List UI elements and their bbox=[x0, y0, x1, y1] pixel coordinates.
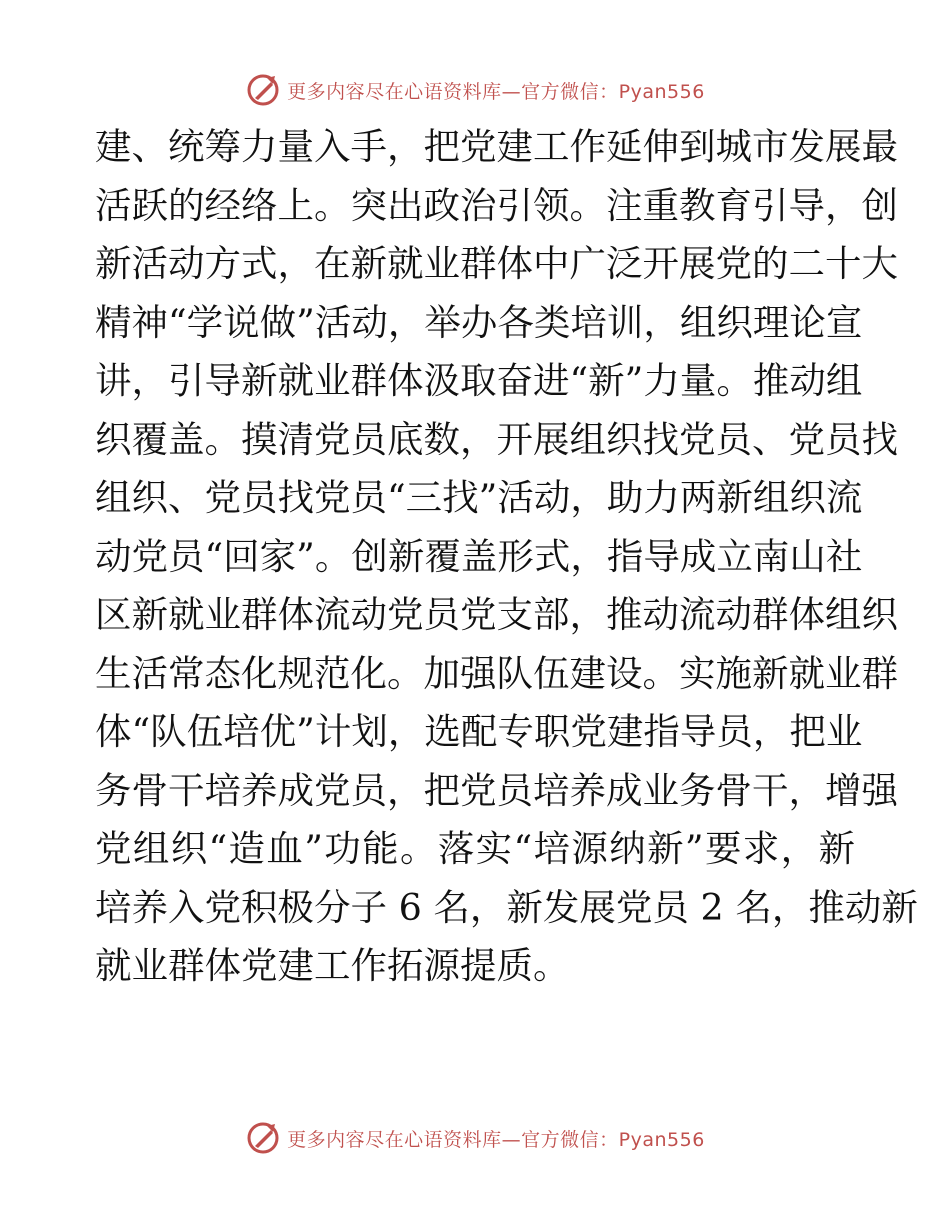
quill-circle-icon bbox=[245, 72, 281, 108]
text-line: 讲，引导新就业群体汲取奋进“新”力量。推动组 bbox=[95, 359, 863, 402]
text-line: 就业群体党建工作拓源提质。 bbox=[95, 944, 570, 987]
text-line: 生活常态化规范化。加强队伍建设。实施新就业群 bbox=[95, 651, 898, 695]
quill-circle-icon bbox=[245, 1120, 281, 1156]
text-line: 组织、党员找党员“三找”活动，助力两新组织流 bbox=[95, 476, 863, 519]
text-line: 培养入党积极分子 6 名，新发展党员 2 名，推动新 bbox=[95, 885, 918, 929]
document-body bbox=[95, 118, 918, 996]
footer-banner-text: 更多内容尽在心语资料库—官方微信：Pyan556 bbox=[287, 1128, 705, 1151]
text-line: 党组织“造血”功能。落实“培源纳新”要求，新 bbox=[95, 827, 855, 870]
footer-banner bbox=[0, 1118, 950, 1158]
text-line: 新活动方式，在新就业群体中广泛开展党的二十大 bbox=[95, 242, 898, 285]
text-line: 区新就业群体流动党员党支部，推动流动群体组织 bbox=[95, 593, 898, 636]
text-line: 精神“学说做”活动，举办各类培训，组织理论宣 bbox=[95, 300, 863, 344]
text-line: 活跃的经络上。突出政治引领。注重教育引导，创 bbox=[95, 183, 898, 227]
text-line: 动党员“回家”。创新覆盖形式，指导成立南山社 bbox=[95, 534, 863, 578]
text-line: 建、统筹力量入手，把党建工作延伸到城市发展最 bbox=[95, 125, 898, 168]
text-line: 织覆盖。摸清党员底数，开展组织找党员、党员找 bbox=[95, 417, 898, 461]
header-banner bbox=[0, 70, 950, 110]
header-banner-text: 更多内容尽在心语资料库—官方微信：Pyan556 bbox=[287, 80, 705, 103]
text-line: 体“队伍培优”计划，选配专职党建指导员，把业 bbox=[95, 710, 863, 753]
text-line: 务骨干培养成党员，把党员培养成业务骨干，增强 bbox=[95, 768, 898, 812]
